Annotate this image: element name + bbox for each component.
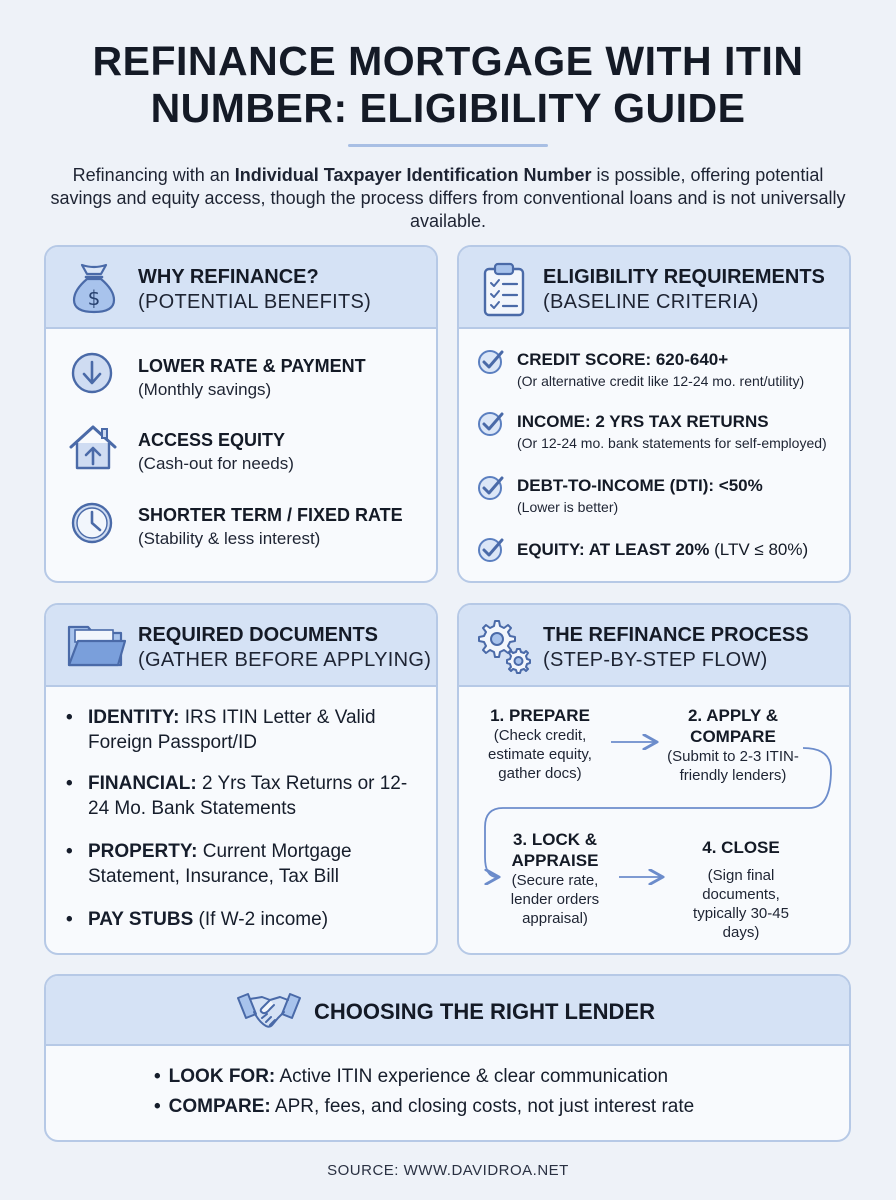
page-title (0, 38, 896, 132)
intro-text-bold: Individual Taxpayer Identification Number (234, 165, 592, 185)
requirement-equity (517, 539, 808, 560)
document-item-financial: • FINANCIAL: 2 Yrs Tax Returns or 12-24 Mo. Bank Statements (66, 773, 408, 819)
process-step-close (667, 837, 815, 942)
benefits-subtitle: (POTENTIAL BENEFITS) (138, 291, 372, 313)
document-item-identity: • IDENTITY: IRS ITIN Letter & Valid Foreign Passport/ID (66, 707, 376, 753)
lender-text-compare: APR, fees, and closing costs, not just interest rate (270, 1096, 695, 1117)
step-title-lock: 3. LOCK & APPRAISE (511, 830, 599, 870)
clock-icon (70, 501, 114, 545)
process-title: THE REFINANCE PROCESS (543, 624, 809, 646)
svg-text:$: $ (87, 286, 101, 310)
check-icon (477, 473, 505, 501)
document-text-identity: IRS ITIN Letter & Valid Foreign Passport/ID (88, 707, 376, 753)
requirement-sub-income: (Or 12-24 mo. bank statements for self-employed) (517, 435, 827, 451)
step-sub-lock: (Secure rate, lender orders appraisal) (510, 872, 600, 927)
document-text-financial: 2 Yrs Tax Returns or 12-24 Mo. Bank Statements (88, 773, 408, 819)
document-label-identity: IDENTITY: (88, 707, 180, 728)
benefit-title-lower-rate: LOWER RATE & PAYMENT (138, 356, 366, 376)
benefit-sub-access-equity: (Cash-out for needs) (138, 454, 294, 473)
documents-subtitle: (GATHER BEFORE APPLYING) (138, 649, 432, 671)
money-bag-icon (68, 261, 120, 315)
requirement-title-equity: EQUITY: AT LEAST 20% (517, 540, 710, 559)
lender-label-compare: COMPARE: (168, 1096, 271, 1117)
eligibility-title: ELIGIBILITY REQUIREMENTS (543, 266, 825, 288)
step-title-prepare: 1. PREPARE (490, 706, 590, 725)
lender-card-header (46, 976, 849, 1046)
house-icon (68, 423, 118, 471)
eligibility-subtitle: (BASELINE CRITERIA) (543, 291, 759, 313)
step-title-close: 4. CLOSE (702, 838, 780, 857)
documents-card-header (46, 605, 436, 687)
lender-item-compare: • COMPARE: APR, fees, and closing costs, not just interest rate (154, 1096, 695, 1117)
requirement-title-income: INCOME: 2 YRS TAX RETURNS (517, 412, 769, 431)
source-footer: SOURCE: WWW.DAVIDROA.NET (327, 1162, 569, 1179)
folder-icon (66, 619, 126, 671)
process-subtitle: (STEP-BY-STEP FLOW) (543, 649, 768, 671)
step-title-apply: 2. APPLY & COMPARE (687, 706, 779, 746)
benefit-title-shorter-term: SHORTER TERM / FIXED RATE (138, 505, 403, 525)
lender-label-look-for: LOOK FOR: (168, 1066, 276, 1087)
page-title-line-2: NUMBER: ELIGIBILITY GUIDE (150, 85, 746, 131)
documents-card (44, 603, 438, 955)
down-arrow-circle-icon (70, 351, 114, 395)
process-step-apply (659, 705, 807, 785)
lender-title: CHOOSING THE RIGHT LENDER (314, 999, 656, 1024)
benefits-title: WHY REFINANCE? (138, 266, 319, 288)
step-sub-close: (Sign final documents, typically 30-45 days) (693, 867, 789, 941)
eligibility-card (457, 245, 851, 583)
step-sub-prepare: (Check credit, estimate equity, gather docs) (488, 727, 592, 782)
check-icon (477, 409, 505, 437)
lender-card (44, 974, 851, 1142)
document-text-property: Current Mortgage Statement, Insurance, Tax Bill (88, 841, 352, 887)
requirement-sub-dti: (Lower is better) (517, 499, 619, 515)
process-card (457, 603, 851, 955)
check-icon (477, 535, 505, 563)
clipboard-checklist-icon (481, 261, 527, 317)
benefit-sub-shorter-term: (Stability & less interest) (138, 529, 321, 548)
intro-text-end: is possible, offering potential savings and equity access, though the process differs from conventional loans and is not universally available. (50, 165, 846, 231)
documents-title: REQUIRED DOCUMENTS (138, 624, 379, 646)
page-title-line-1: REFINANCE MORTGAGE WITH ITIN (92, 38, 804, 84)
process-step-lock (495, 829, 615, 928)
check-icon (477, 347, 505, 375)
lender-text-look-for: Active ITIN experience & clear communication (275, 1066, 669, 1087)
benefits-card (44, 245, 438, 583)
requirement-title-credit: CREDIT SCORE: 620-640+ (517, 350, 729, 369)
intro-paragraph (40, 164, 856, 233)
intro-text-start: Refinancing with an (72, 165, 235, 185)
eligibility-card-header (459, 247, 849, 329)
document-label-financial: FINANCIAL: (88, 773, 197, 794)
handshake-icon (236, 988, 302, 1032)
benefit-sub-lower-rate: (Monthly savings) (138, 380, 272, 399)
benefit-title-access-equity: ACCESS EQUITY (138, 430, 286, 450)
benefits-card-header (46, 247, 436, 329)
requirement-title-dti: DEBT-TO-INCOME (DTI): <50% (517, 476, 763, 495)
process-step-prepare (475, 705, 605, 783)
document-item-paystubs: • PAY STUBS (If W-2 income) (66, 909, 329, 930)
title-divider (348, 144, 548, 147)
document-label-property: PROPERTY: (88, 841, 198, 862)
requirement-suffix-equity: (LTV ≤ 80%) (709, 540, 809, 559)
step-sub-apply: (Submit to 2-3 ITIN-friendly lenders) (667, 748, 799, 784)
requirement-sub-credit: (Or alternative credit like 12-24 mo. rent/utility) (517, 373, 805, 389)
document-label-paystubs: PAY STUBS (88, 909, 194, 930)
document-item-property: • PROPERTY: Current Mortgage Statement, Insurance, Tax Bill (66, 841, 352, 887)
document-text-paystubs: (If W-2 income) (193, 909, 329, 930)
lender-item-look-for: • LOOK FOR: Active ITIN experience & clear communication (154, 1066, 669, 1087)
